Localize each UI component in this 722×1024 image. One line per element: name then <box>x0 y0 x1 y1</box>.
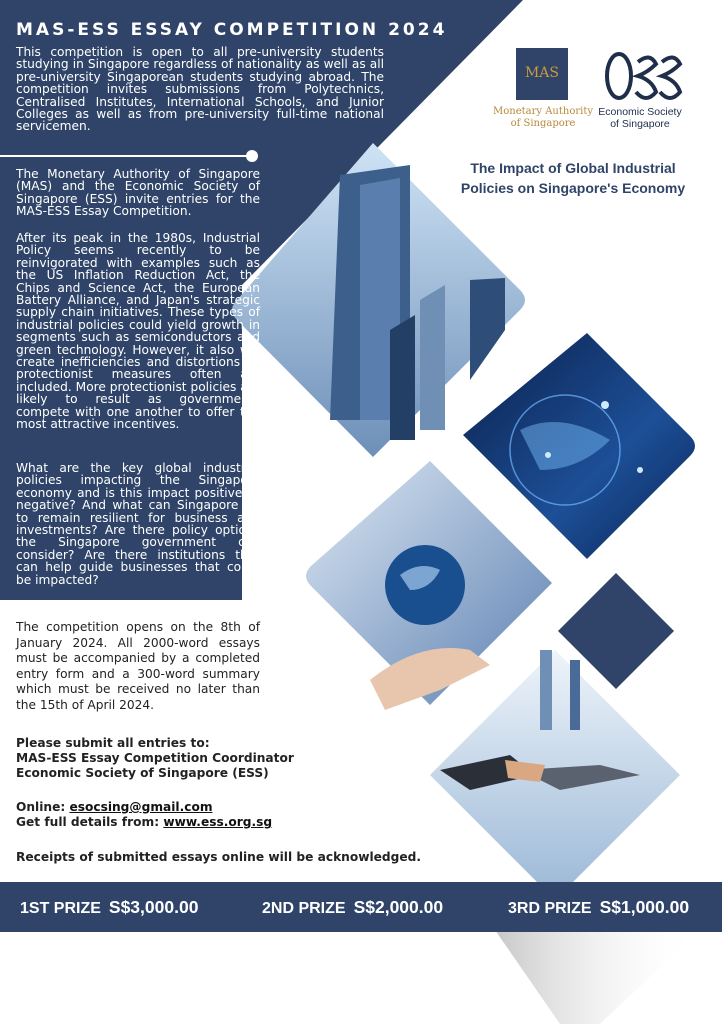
digital-globe-image <box>463 333 695 559</box>
submit-instructions <box>16 736 306 781</box>
prize-bar <box>0 882 722 932</box>
email-link[interactable]: esocsing@gmail.com <box>69 800 213 814</box>
online-line <box>16 800 316 815</box>
mas-logo-mark: MAS <box>524 65 560 81</box>
ess-logo-label <box>588 106 692 130</box>
prize-3-label: 3RD PRIZE <box>508 900 592 917</box>
intro-paragraph: This competition is open to all pre-university students studying in Singapore regardless of nationality as well as all pre-university Singaporean students studying abroad. The competition invites submissions from Polytechnics, Centralised Institutes, International Schools, and Junior Colleges as well as from pre-university full-time national servicemen. <box>16 45 384 134</box>
submit-line3: Economic Society of Singapore (ESS) <box>16 766 269 780</box>
submit-line2: MAS-ESS Essay Competition Coordinator <box>16 751 294 765</box>
hand-globe-image <box>306 461 552 710</box>
ess-logo <box>607 54 680 98</box>
submit-line1: Please submit all entries to: <box>16 736 210 750</box>
contact-info <box>16 800 316 830</box>
paragraph-1: The Monetary Authority of Singapore (MAS) and the Economic Society of Singapore (ESS) invite entries for the MAS-ESS Essay Competition. <box>16 167 260 219</box>
prize-1-amount: S$3,000.00 <box>108 897 199 917</box>
prize-2-label: 2ND PRIZE <box>262 900 346 917</box>
mas-label-line2: of Singapore <box>510 118 576 129</box>
prize-2 <box>262 897 443 918</box>
website-link[interactable]: www.ess.org.sg <box>163 815 273 829</box>
receipts-note: Receipts of submitted essays online will be acknowledged. <box>16 850 421 864</box>
prize-1-label: 1ST PRIZE <box>20 900 101 917</box>
details-label: Get full details from: <box>16 815 164 829</box>
prize-1 <box>20 897 198 918</box>
ess-label-line2: of Singapore <box>610 118 670 130</box>
details-line <box>16 815 316 830</box>
handshake-image <box>430 650 680 900</box>
paragraph-2: After its peak in the 1980s, Industrial Policy seems recently to be reinvigorated with examples such as the US Inflation Reduction Act, the Chips and Science Act, the European Battery Alliance, and Japan's strategic supply chain initiatives. These types of industrial policies could yield growth in segments such as semiconductors and green technology. However, it also will create inefficiencies and distortions as protectionist measures often are included. More protectionist policies are likely to result as governments compete with one another to offer the most attractive incentives. <box>16 231 260 432</box>
prize-3 <box>508 897 689 918</box>
ess-label-line1: Economic Society <box>598 106 682 118</box>
competition-details: The competition opens on the 8th of January 2024. All 2000-word essays must be accompanied by a completed entry form and a 300-word summary which must be received no later than the 15th of April 2024. <box>16 620 260 712</box>
prize-2-amount: S$2,000.00 <box>353 897 444 917</box>
prize-3-amount: S$1,000.00 <box>599 897 690 917</box>
mas-label-line1: Monetary Authority <box>493 106 593 117</box>
mas-logo-label <box>493 106 593 130</box>
essay-headline: The Impact of Global Industrial Policies on Singapore's Economy <box>460 160 686 196</box>
page-title: MAS-ESS ESSAY COMPETITION 2024 <box>16 20 448 40</box>
paragraph-3: What are the key global industrial policies impacting the Singapore economy and is this impact positive or negative? And what can Singapore do to remain resilient for business and investments? Are there policy options the Singapore government can consider? Are there institutions that can help guide businesses that could be impacted? <box>16 461 260 587</box>
shadow-ribbon <box>495 930 700 1024</box>
online-label: Online: <box>16 800 70 814</box>
